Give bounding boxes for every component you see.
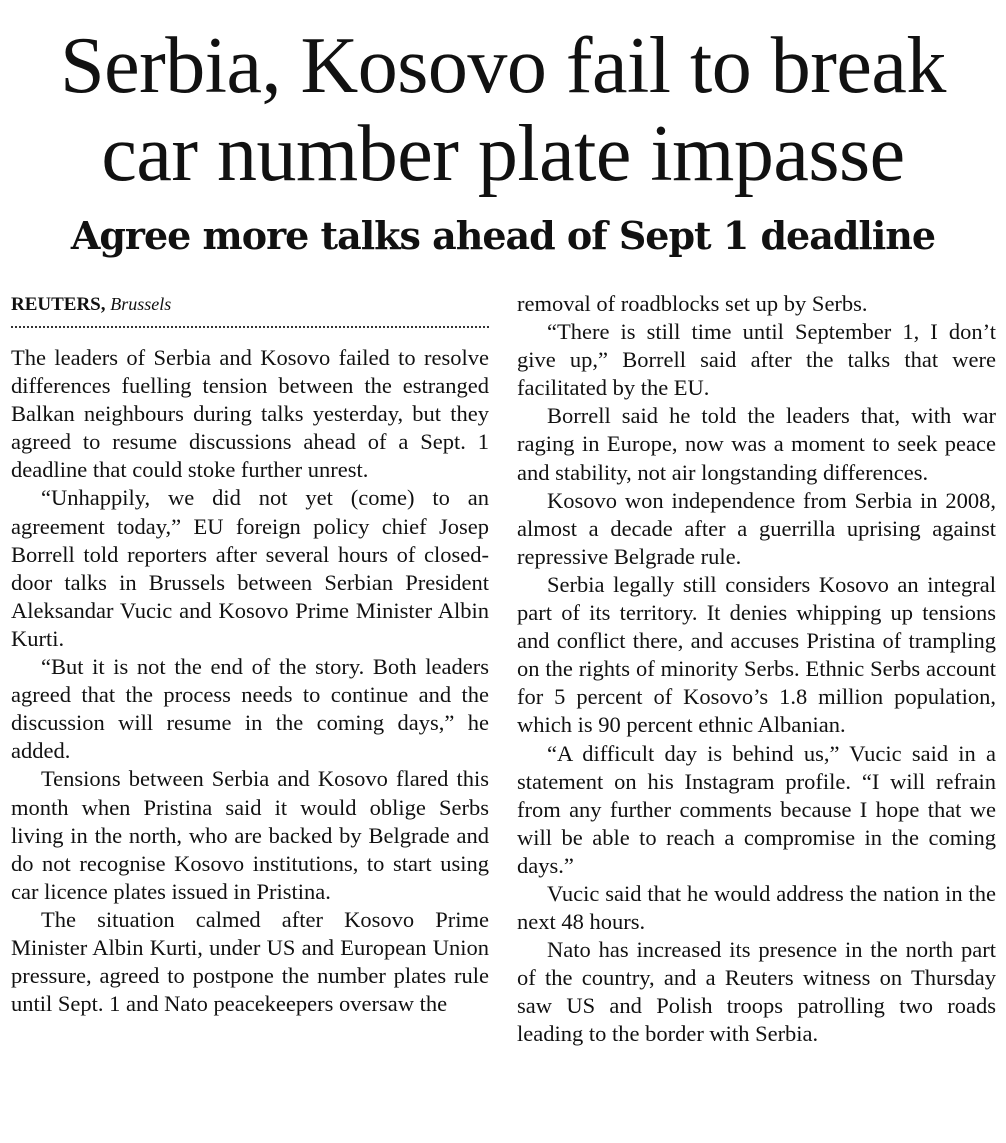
paragraph: Serbia legally still considers Kosovo an integral part of its territory. It denies whipping up tensions and conflict there, and accuses Pristina of trampling on the rights of minority Serbs. Ethnic Serbs account for 5 percent of Kosovo’s 1.8 million population, which is 90 percent ethnic Albanian. <box>517 571 996 738</box>
headline <box>0 22 1006 198</box>
paragraph: Tensions between Serbia and Kosovo flared this month when Pristina said it would oblige Serbs living in the north, who are backed by Belgrade and do not recognise Kosovo institutions, to start using car licence plates issued in Pristina. <box>11 766 489 904</box>
headline-line-1: Serbia, Kosovo fail to break <box>60 22 946 110</box>
paragraph: Nato has increased its presence in the north part of the country, and a Reuters witness on Thursday saw US and Polish troops patrolling two roads leading to the border with Serbia. <box>517 937 996 1047</box>
paragraph: The situation calmed after Kosovo Prime Minister Albin Kurti, under US and European Union pressure, agreed to postpone the number plates rule until Sept. 1 and Nato peacekeepers oversaw the <box>11 906 489 1017</box>
paragraph-continued: removal of roadblocks set up by Serbs. <box>517 291 868 316</box>
paragraph: “There is still time until September 1, I don’t give up,” Borrell said after the talks that were facilitated by the EU. <box>517 319 996 401</box>
paragraph: The leaders of Serbia and Kosovo failed to resolve differences fuelling tension between the estranged Balkan neighbours during talks yesterday, but they agreed to resume discussions ahead of a Sept. 1 deadline that could stoke further unrest. <box>11 345 489 483</box>
byline-divider <box>11 326 489 328</box>
paragraph: Kosovo won independence from Serbia in 2008, almost a decade after a guerrilla uprising against repressive Belgrade rule. <box>517 487 996 569</box>
byline-agency: REUTERS, <box>11 294 106 315</box>
paragraph: “A difficult day is behind us,” Vucic said in a statement on his Instagram profile. “I will refrain from any further comments because I hope that we will be able to reach a compromise in the coming days.” <box>517 740 996 878</box>
headline-line-2: car number plate impasse <box>101 110 905 198</box>
byline-place: Brussels <box>110 294 172 314</box>
paragraph: “But it is not the end of the story. Both leaders agreed that the process needs to continue and the discussion will resume in the coming days,” he added. <box>11 654 489 764</box>
article-column-left <box>11 344 489 1018</box>
subheadline: Agree more talks ahead of Sept 1 deadline <box>70 213 936 258</box>
paragraph: Borrell said he told the leaders that, with war raging in Europe, now was a moment to seek peace and stability, not air longstanding differences. <box>517 403 996 485</box>
paragraph: Vucic said that he would address the nation in the next 48 hours. <box>517 880 996 935</box>
paragraph: “Unhappily, we did not yet (come) to an agreement today,” EU foreign policy chief Josep Borrell told reporters after several hours of closed-door talks in Brussels between Serbian President Aleksandar Vucic and Kosovo Prime Minister Albin Kurti. <box>11 485 489 651</box>
article-column-right <box>517 290 996 1049</box>
byline <box>11 290 489 318</box>
